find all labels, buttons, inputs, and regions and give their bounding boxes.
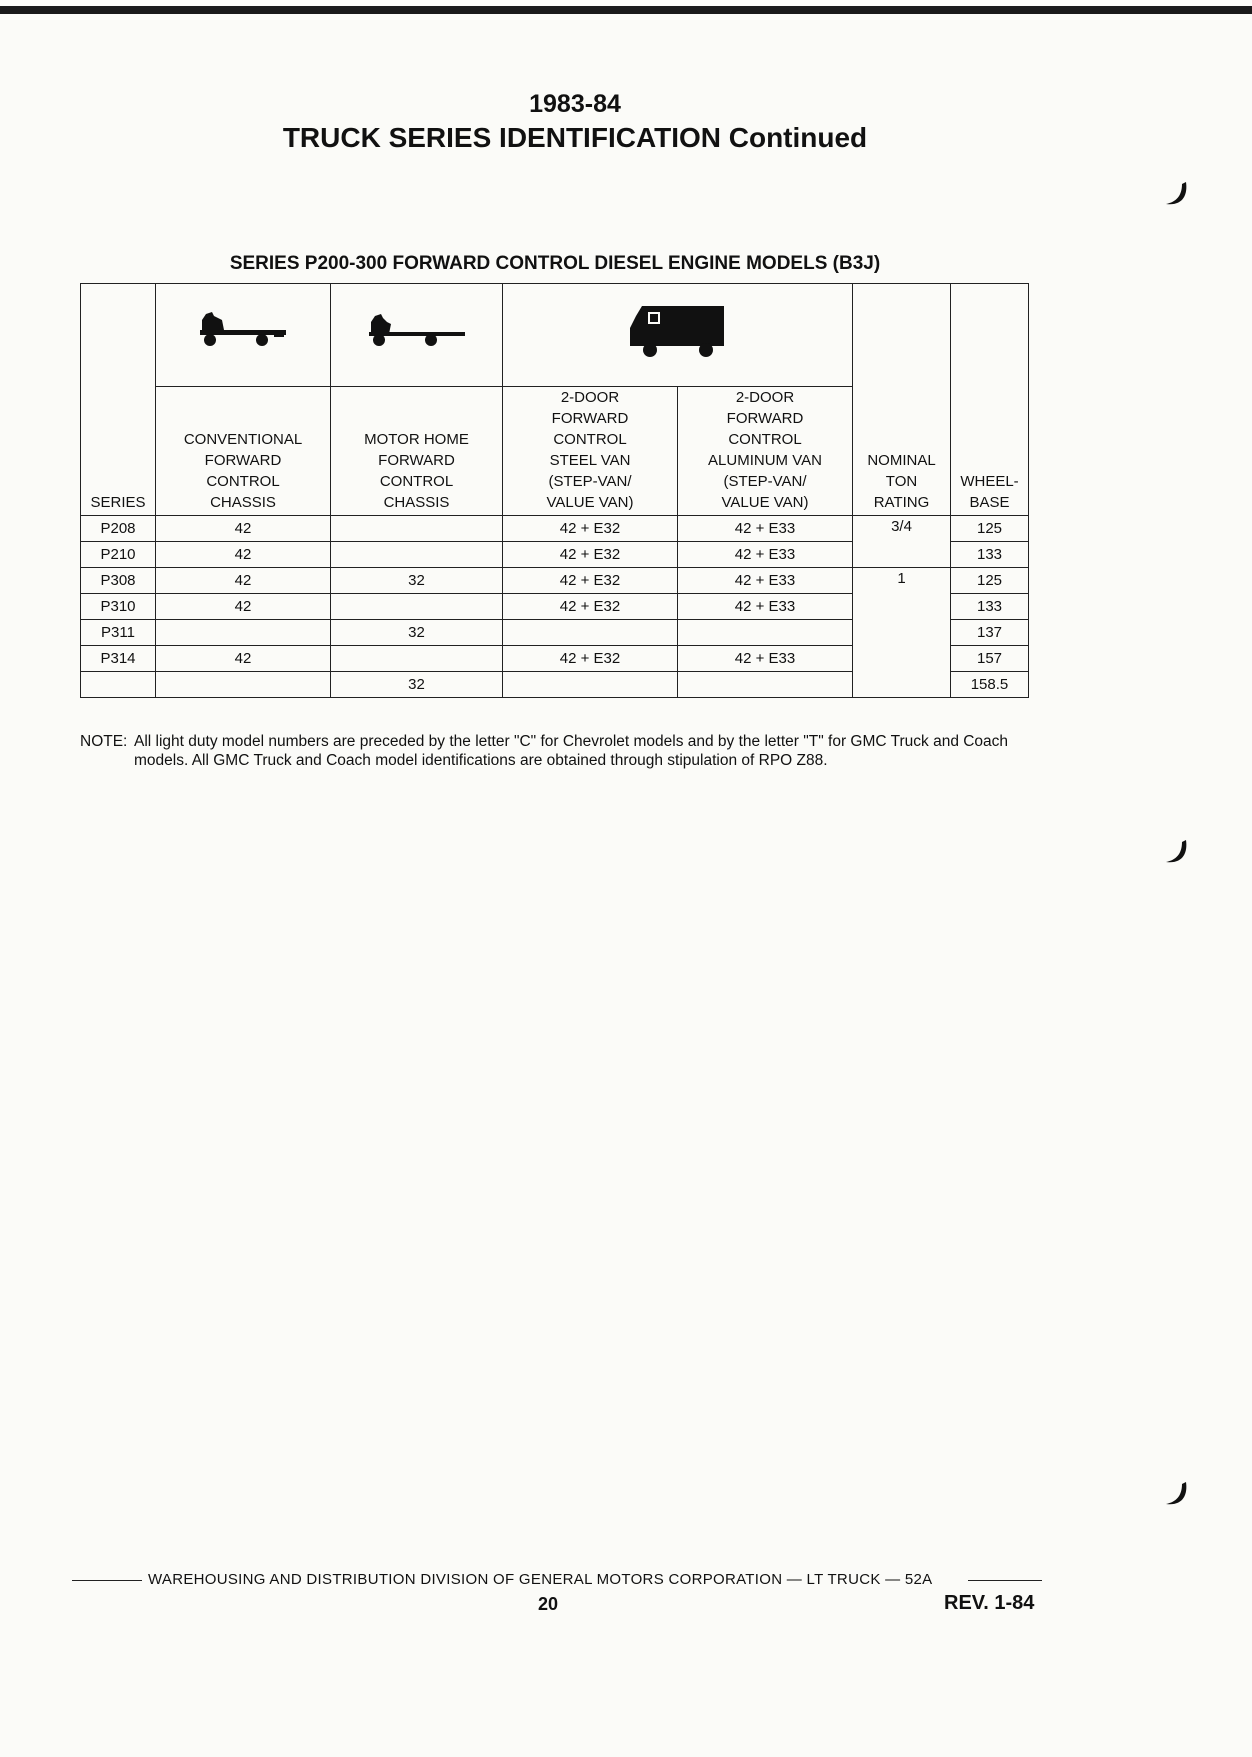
footer-rule [968,1580,1042,1581]
motor-home-cell [331,516,503,542]
steel-van-cell [503,672,678,698]
binder-hole-icon [1162,1480,1188,1510]
wheelbase-cell: 157 [951,646,1029,672]
motor-home-cell [331,646,503,672]
page-title: TRUCK SERIES IDENTIFICATION Continued [282,122,868,153]
steel-van-cell: 42 + E32 [503,594,678,620]
motor-home-cell [331,542,503,568]
wheelbase-cell: 133 [951,594,1029,620]
series-cell: P314 [81,646,156,672]
steel-van-cell: 42 + E32 [503,516,678,542]
steel-van-cell: 42 + E32 [503,568,678,594]
wheelbase-cell: 125 [951,516,1029,542]
conventional-header: CONVENTIONAL FORWARD CONTROL CHASSIS [156,387,331,516]
step-van-icon-cell [503,284,853,387]
binder-hole-icon [1162,838,1188,868]
motor-home-cell: 32 [331,568,503,594]
binder-hole-icon [1162,180,1188,210]
series-table [80,283,1029,698]
aluminum-van-cell: 42 + E33 [678,594,853,620]
aluminum-van-cell: 42 + E33 [678,542,853,568]
wheelbase-header: WHEEL- BASE [951,284,1029,516]
ton-rating-cell: 1 [853,568,951,698]
ton-rating-cell: 3/4 [853,516,951,568]
series-cell: P311 [81,620,156,646]
footer-text: WAREHOUSING AND DISTRIBUTION DIVISION OF GENERAL MOTORS CORPORATION — LT TRUCK — 52A [148,1571,933,1588]
aluminum-van-header: 2-DOOR FORWARD CONTROL ALUMINUM VAN (STEP-VAN/ VALUE VAN) [678,387,853,516]
conventional-cell: 42 [156,542,331,568]
series-cell: P310 [81,594,156,620]
aluminum-van-cell [678,672,853,698]
steel-van-cell: 42 + E32 [503,646,678,672]
page-year: 1983-84 [529,90,621,118]
series-cell [81,672,156,698]
motor-home-icon-cell [331,284,503,387]
conventional-cell [156,672,331,698]
steel-van-header: 2-DOOR FORWARD CONTROL STEEL VAN (STEP-VAN/ VALUE VAN) [503,387,678,516]
note-text: All light duty model numbers are preceded by the letter "C" for Chevrolet models and by the letter "T" for GMC Truck and Coach models. All GMC Truck and Coach model identifications are obtained through stipulation of RPO Z88. [134,733,1009,769]
footnote [80,732,1040,770]
conventional-cell: 42 [156,516,331,542]
table-row [81,568,1029,594]
icon-row [81,284,1029,387]
conventional-icon-cell [156,284,331,387]
page-number: 20 [538,1594,559,1614]
steel-van-cell [503,620,678,646]
motor-home-chassis-icon [365,310,469,354]
wheelbase-cell: 158.5 [951,672,1029,698]
motor-home-cell: 32 [331,620,503,646]
ton-rating-header: NOMINAL TON RATING [853,284,951,516]
motor-home-cell: 32 [331,672,503,698]
wheelbase-cell: 137 [951,620,1029,646]
series-cell: P308 [81,568,156,594]
table-row [81,516,1029,542]
aluminum-van-cell: 42 + E33 [678,568,853,594]
note-label: NOTE: [80,733,128,750]
aluminum-van-cell: 42 + E33 [678,516,853,542]
series-header: SERIES [81,284,156,516]
chassis-cab-truck-icon [198,310,288,354]
conventional-cell: 42 [156,646,331,672]
motor-home-cell [331,594,503,620]
aluminum-van-cell: 42 + E33 [678,646,853,672]
motor-home-header: MOTOR HOME FORWARD CONTROL CHASSIS [331,387,503,516]
series-cell: P210 [81,542,156,568]
step-van-icon [628,304,728,360]
series-cell: P208 [81,516,156,542]
wheelbase-cell: 125 [951,568,1029,594]
wheelbase-cell: 133 [951,542,1029,568]
revision-label: REV. 1-84 [944,1592,1035,1614]
conventional-cell: 42 [156,594,331,620]
top-border-bar [0,6,1252,14]
table-title: SERIES P200-300 FORWARD CONTROL DIESEL ENGINE MODELS (B3J) [229,253,881,274]
footer-rule [72,1580,142,1581]
steel-van-cell: 42 + E32 [503,542,678,568]
conventional-cell: 42 [156,568,331,594]
conventional-cell [156,620,331,646]
aluminum-van-cell [678,620,853,646]
